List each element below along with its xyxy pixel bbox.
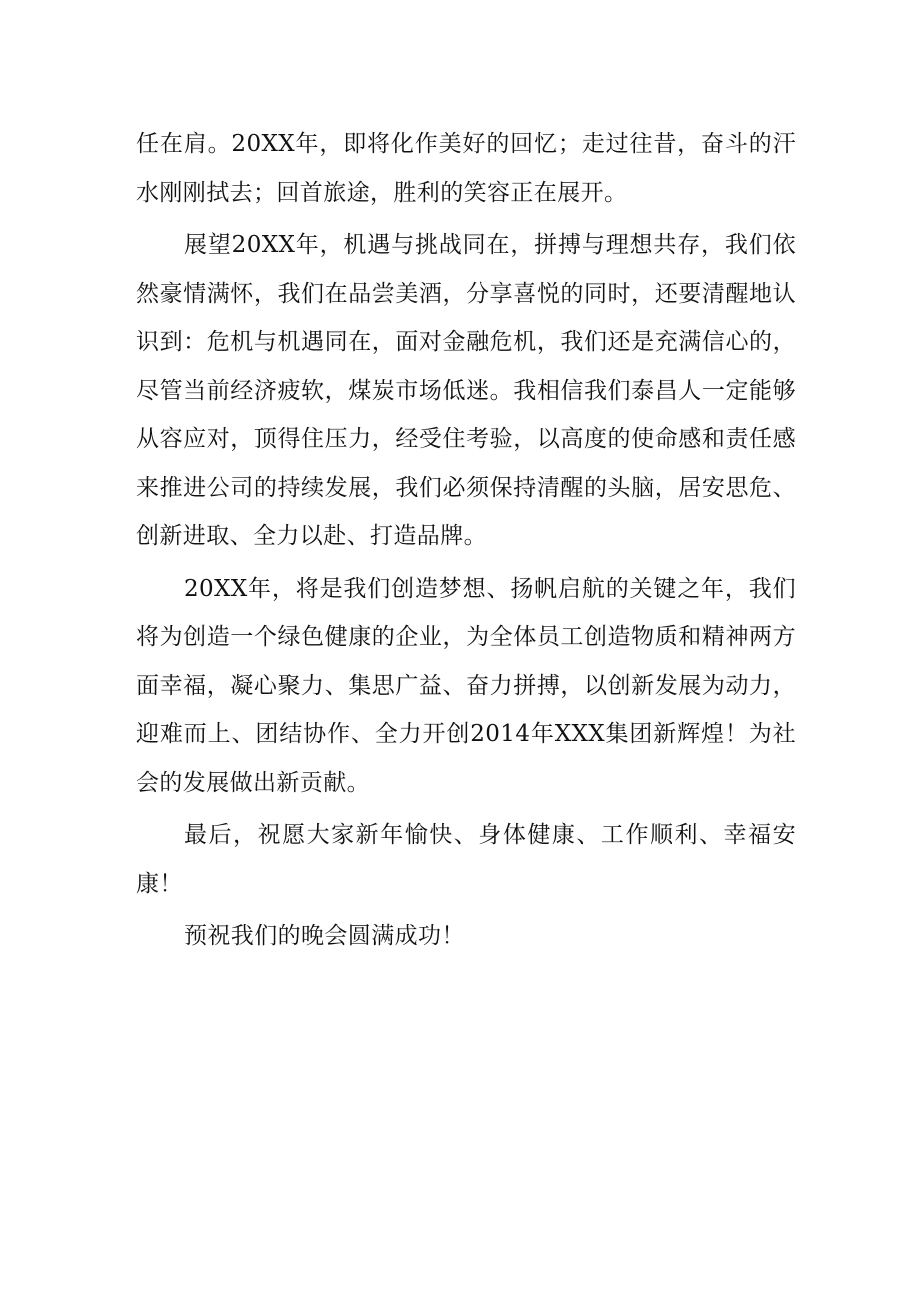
paragraph-closing: 预祝我们的晚会圆满成功！ (184, 923, 465, 949)
paragraph-wishes: 最后，祝愿大家新年愉快、身体健康、工作顺利、幸福安康！ (136, 822, 796, 897)
paragraph-goals: 20XX年，将是我们创造梦想、扬帆启航的关键之年，我们将为创造一个绿色健康的企业，为全体员工创造物质和精神两方面幸福，凝心聚力、集思广益、奋力拼搏，以创新发展为动力，迎难而上、团结协作、全力开创2014年XXX集团新辉煌！为社会的发展做出新贡献。 (136, 575, 796, 796)
paragraph-continuation: 任在肩。20XX年，即将化作美好的回忆；走过往昔，奋斗的汗水刚刚拭去；回首旅途，胜利的笑容正在展开。 (136, 131, 796, 206)
document-body (136, 120, 796, 965)
paragraph-outlook: 展望20XX年，机遇与挑战同在，拼搏与理想共存，我们依然豪情满怀，我们在品尝美酒，分享喜悦的同时，还要清醒地认识到：危机与机遇同在，面对金融危机，我们还是充满信心的，尽管当前经济疲软，煤炭市场低迷。我相信我们泰昌人一定能够从容应对，顶得住压力，经受住考验，以高度的使命感和责任感来推进公司的持续发展，我们必须保持清醒的头脑，居安思危、创新进取、全力以赴、打造品牌。 (136, 232, 796, 549)
